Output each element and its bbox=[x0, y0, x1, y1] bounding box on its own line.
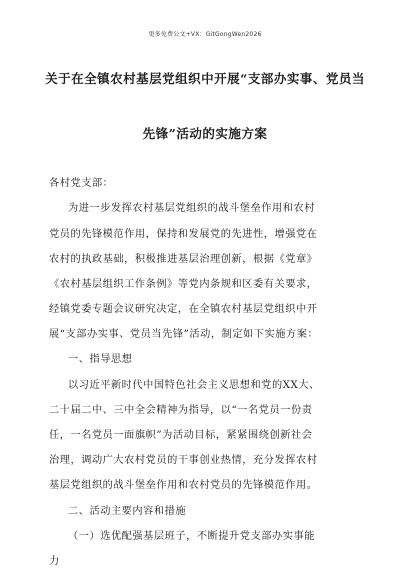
salutation: 各村党支部： bbox=[49, 178, 114, 189]
document-title-line-1: 关于在全镇农村基层党组织中开展“支部办实事、党员当 bbox=[45, 71, 365, 86]
list-item-line: （一）选优配强基层班子，不断提升党支部办实事能 bbox=[68, 531, 315, 542]
paragraph-line: 任，一名党员一面旗帜”为活动目标，紧紧围绕创新社会 bbox=[49, 430, 313, 441]
list-item-line: 力 bbox=[49, 556, 60, 567]
document-title-line-2: 先锋”活动的实施方案 bbox=[142, 126, 268, 141]
paragraph-line: 展“支部办实事、党员当先锋”活动，制定如下实施方案： bbox=[49, 329, 319, 340]
section-heading: 二、活动主要内容和措施 bbox=[68, 506, 187, 517]
paragraph-line: 以习近平新时代中国特色社会主义思想和党的XX大、 bbox=[68, 380, 320, 391]
paragraph-line: 党员的先锋模范作用，保持和发展党的先进性，增强党在 bbox=[49, 229, 318, 240]
paragraph-line: 二十届二中、三中全会精神为指导，以“一名党员一份责 bbox=[49, 405, 313, 416]
section-heading: 一、指导思想 bbox=[68, 354, 133, 365]
header-note: 更多免费公文+VX：GitGongWen2026 bbox=[148, 31, 262, 38]
paragraph-line: 经镇党委专题会议研究决定，在全镇农村基层党组织中开 bbox=[49, 304, 318, 315]
paragraph-line: 《农村基层组织工作条例》等党内条规和区委有关要求， bbox=[49, 279, 318, 290]
paragraph-line: 农村的执政基础，积极推进基层治理创新，根据《党章》 bbox=[49, 254, 318, 265]
paragraph-line: 基层党组织的战斗堡垒作用和农村党员的先锋模范作用。 bbox=[49, 480, 318, 491]
paragraph-line: 为进一步发挥农村基层党组织的战斗堡垒作用和农村 bbox=[68, 203, 315, 214]
paragraph-line: 治理，调动广大农村党员的干事创业热情，充分发挥农村 bbox=[49, 455, 318, 466]
